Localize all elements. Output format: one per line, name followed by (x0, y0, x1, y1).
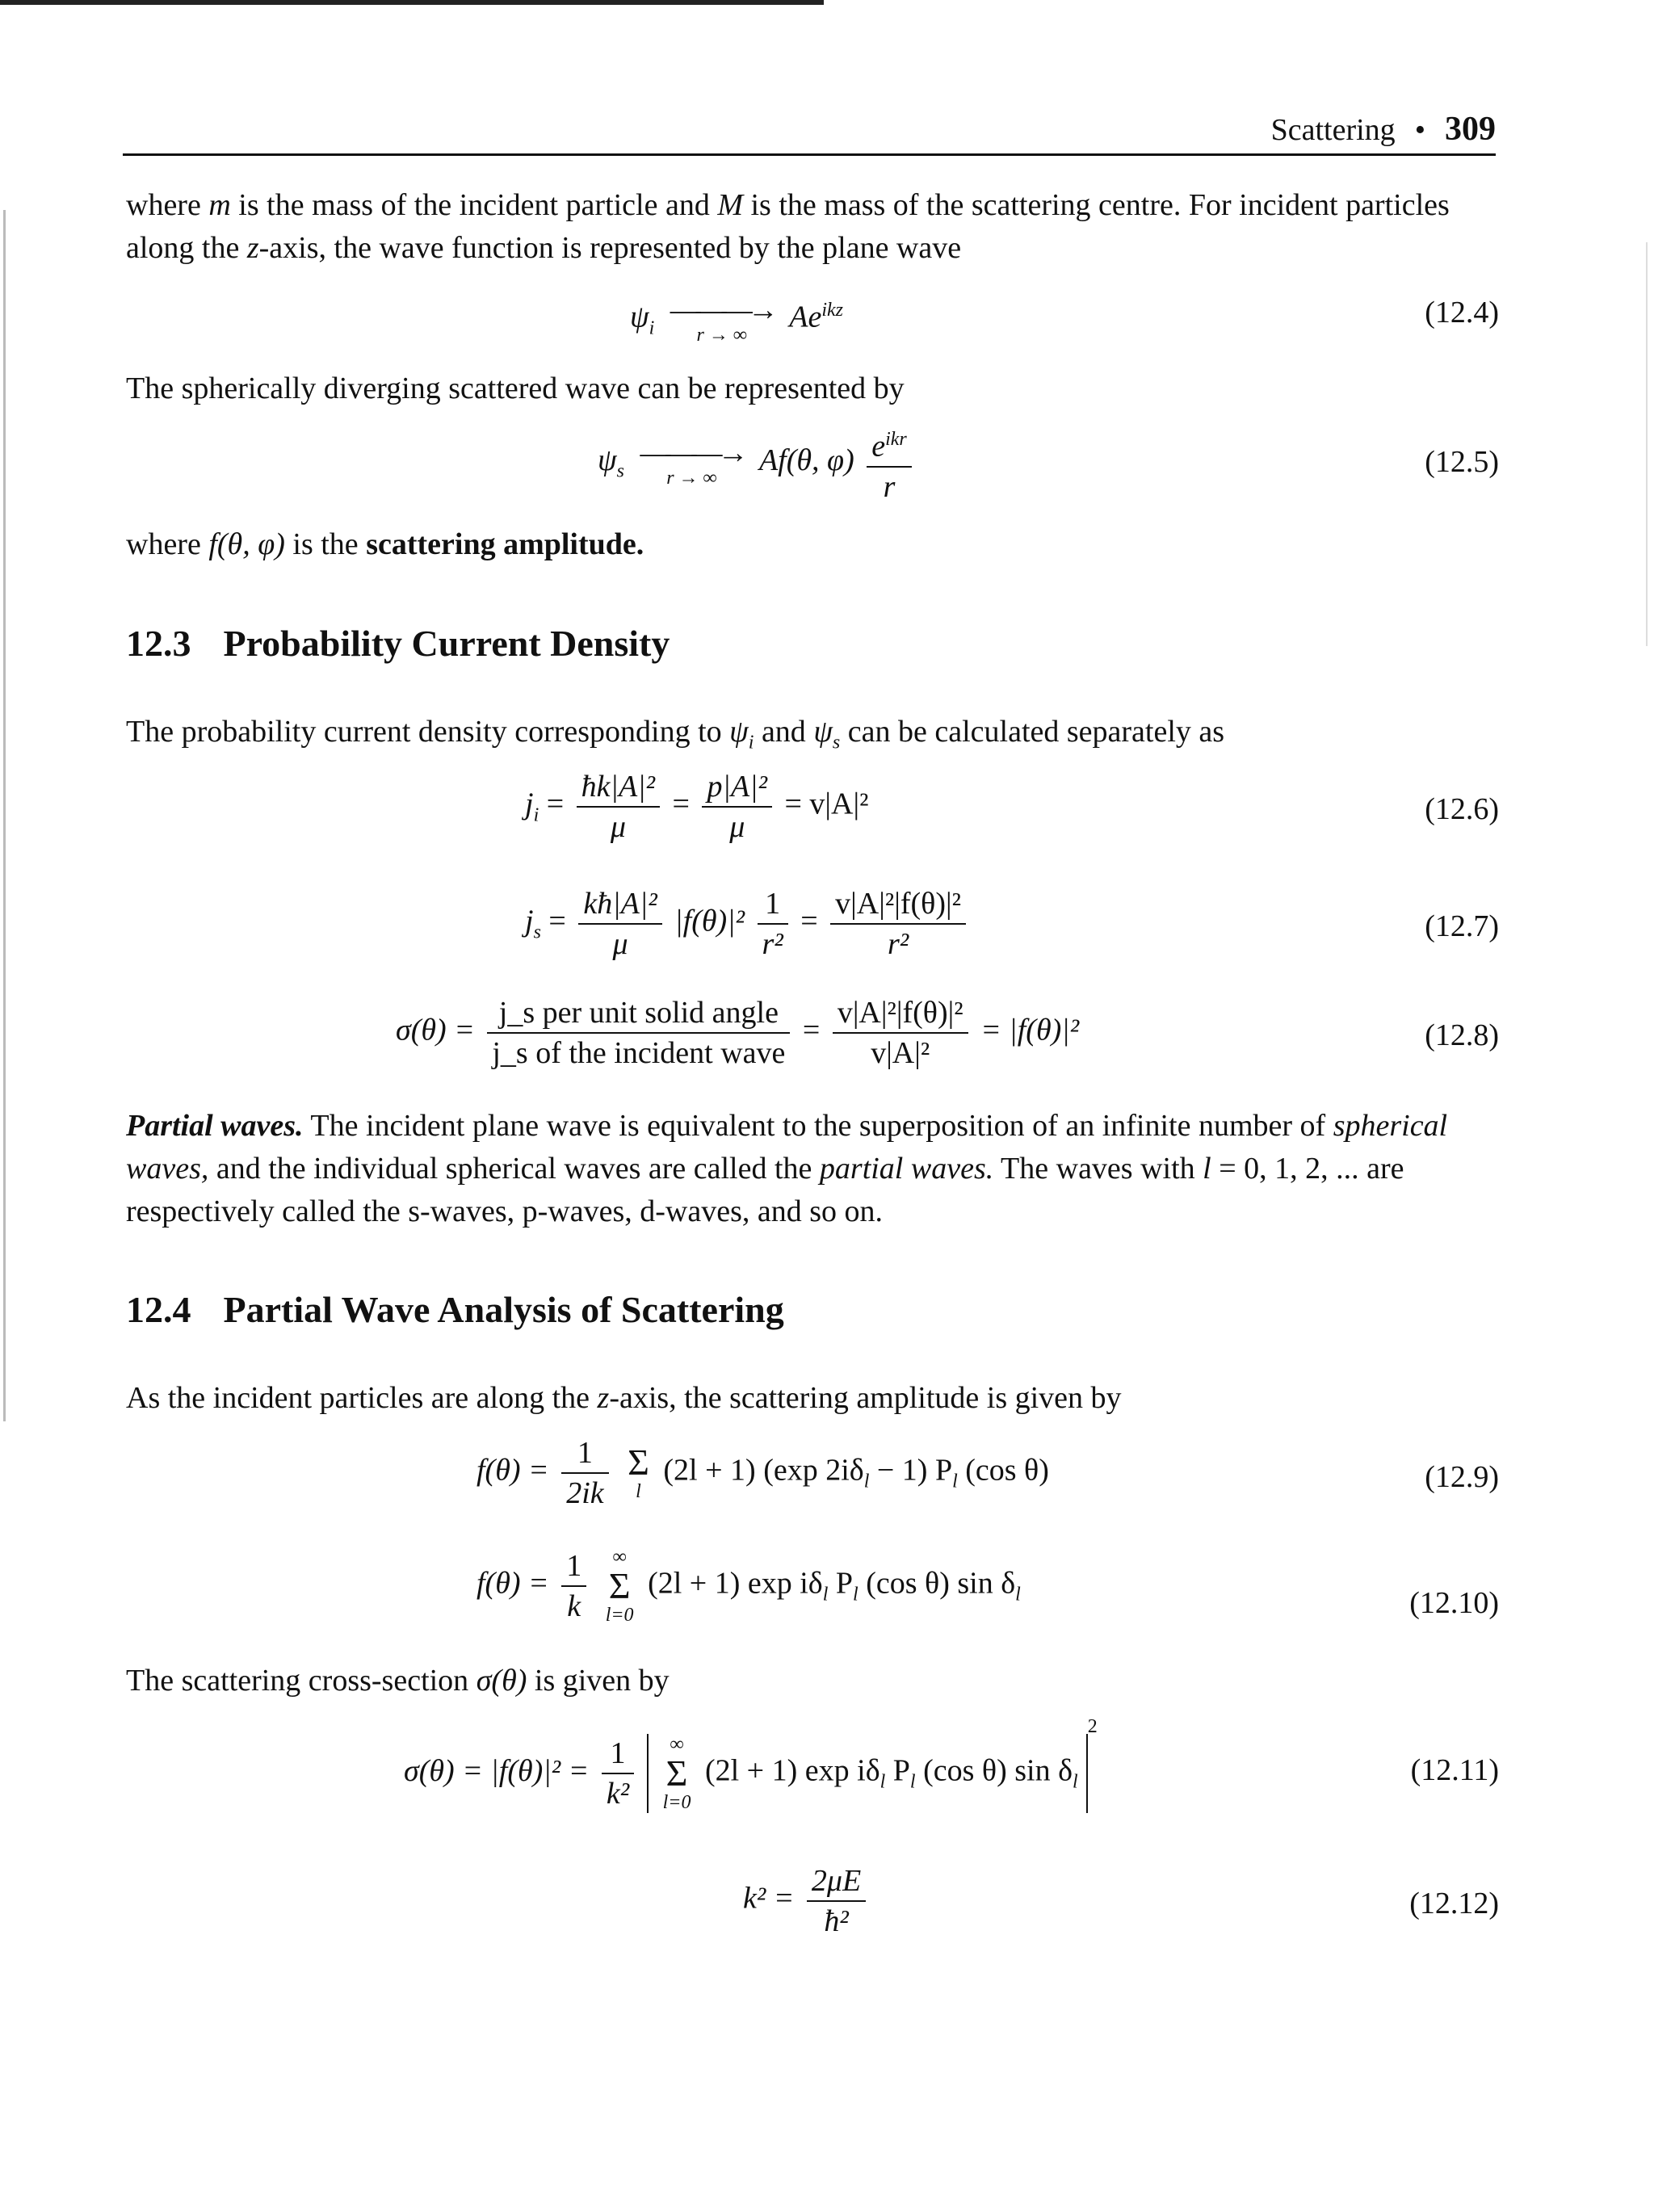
eq-operator: = (539, 787, 572, 821)
page-number: 309 (1445, 111, 1496, 148)
section-number: 12.4 (126, 1289, 191, 1330)
numerator: ħk|A|² (577, 767, 660, 808)
section-title: Probability Current Density (223, 623, 670, 664)
text: is the mass of the incident particle and (230, 188, 718, 222)
text: The probability current density corresponding to (126, 715, 730, 749)
paragraph-cross-section (126, 1660, 1499, 1702)
eq-subscript: i (533, 804, 539, 826)
eq-rhs: Ae (789, 300, 822, 334)
eq-rhs: (cos θ) sin δ (858, 1566, 1016, 1601)
numerator: e (871, 429, 886, 464)
text: The incident plane wave is equivalent to the superposition of an infinite number of (303, 1109, 1333, 1143)
denominator: k (567, 1589, 581, 1623)
text: spherical waves, (126, 1109, 1448, 1186)
limit-arrow: ———→ r → ∞ (670, 293, 774, 346)
text: σ(θ) (476, 1664, 527, 1698)
numerator: 1 (602, 1734, 634, 1774)
eq-subscript: l (1073, 1771, 1078, 1793)
text: where (126, 188, 209, 222)
numerator: kħ|A|² (578, 884, 661, 925)
eq-subscript: l (1015, 1584, 1021, 1605)
denominator: r² (887, 927, 909, 961)
summation (628, 1444, 649, 1502)
limit-label: r → ∞ (666, 468, 717, 489)
section-heading-12-4 (126, 1288, 784, 1331)
equation-number: (12.4) (1425, 296, 1499, 329)
sum-upper-limit: ∞ (612, 1547, 627, 1568)
eq-superscript: ikr (885, 429, 907, 450)
paragraph-amplitude-given (126, 1377, 1499, 1420)
eq-lhs: f(θ) = (476, 1453, 557, 1488)
text: The waves with (993, 1152, 1203, 1186)
text: -axis, the wave function is represented by the plane wave (258, 231, 962, 265)
limit-arrow: ———→ r → ∞ (640, 436, 744, 489)
equation-number: (12.11) (1410, 1753, 1499, 1787)
text: and (754, 715, 814, 749)
fraction (830, 884, 966, 963)
text: The scattering cross-section (126, 1664, 476, 1698)
eq-rhs: = |f(θ)|² (980, 1013, 1080, 1047)
eq-rhs: (2l + 1) exp iδ (704, 1754, 880, 1788)
summation (606, 1547, 634, 1626)
eq-symbol: j (525, 787, 534, 821)
text: and the individual spherical waves are called the (208, 1152, 820, 1186)
eq-subscript: l (952, 1471, 958, 1492)
paragraph-spherical: The spherically diverging scattered wave can be represented by (126, 371, 905, 405)
denominator: μ (612, 927, 628, 961)
numerator: 2μE (807, 1862, 866, 1902)
numerator: 1 (758, 884, 788, 925)
eq-rhs: = v|A|² (784, 787, 869, 821)
eq-rhs: (cos θ) sin δ (915, 1754, 1073, 1788)
eq-symbol: ψ (630, 300, 649, 334)
text: f(θ, φ) (208, 527, 285, 561)
numerator: v|A|²|f(θ)|² (830, 884, 966, 925)
eq-subscript: i (649, 317, 655, 339)
equation-number: (12.8) (1425, 1018, 1499, 1052)
text: partial waves. (819, 1152, 994, 1186)
paragraph-intro (126, 184, 1499, 270)
denominator: μ (610, 810, 626, 844)
equation-number: (12.7) (1425, 909, 1499, 943)
paragraph-amplitude (126, 523, 1499, 566)
denominator: r (883, 469, 896, 504)
fraction (561, 1433, 608, 1513)
paragraph-partial-waves (126, 1105, 1499, 1233)
eq-lhs: σ(θ) = (396, 1013, 483, 1047)
eq-subscript: l (879, 1771, 886, 1793)
section-heading-12-3 (126, 622, 670, 665)
text: ψ (813, 715, 833, 749)
fraction (561, 1547, 586, 1626)
bold-term: scattering amplitude. (366, 527, 644, 561)
eq-subscript: l (822, 1584, 829, 1605)
eq-subscript: s (533, 921, 541, 943)
eq-subscript: l (863, 1471, 870, 1492)
equation-number: (12.6) (1425, 792, 1499, 826)
text: -axis, the scattering amplitude is given by (609, 1381, 1122, 1415)
fraction (577, 767, 660, 846)
denominator: μ (729, 810, 745, 844)
equation-number: (12.5) (1425, 445, 1499, 479)
text: where (126, 527, 209, 561)
denominator: k² (606, 1777, 630, 1811)
denominator: 2ik (566, 1476, 604, 1510)
eq-rhs: − 1) P (869, 1453, 953, 1488)
eq-operator: = (540, 904, 574, 938)
text: = 0, 1, 2, ... are respectively called the s-waves, p-waves, d-waves, and so on. (126, 1152, 1404, 1228)
eq-superscript: ikz (821, 300, 844, 321)
scan-edge (0, 0, 824, 5)
equation-number: (12.12) (1409, 1887, 1499, 1920)
equation-number: (12.10) (1409, 1586, 1499, 1620)
sum-lower-limit: l (636, 1481, 641, 1502)
text: i (748, 732, 754, 753)
equation-number: (12.9) (1425, 1460, 1499, 1494)
text: is the mass of the scattering centre. For incident particles along the (126, 188, 1450, 265)
sum-lower-limit: l=0 (662, 1792, 691, 1814)
numerator: 1 (561, 1547, 586, 1587)
sum-symbol: Σ (628, 1442, 649, 1483)
scan-shadow-right (1646, 242, 1648, 646)
denominator: ħ² (824, 1904, 849, 1938)
numerator: j_s per unit solid angle (487, 993, 790, 1034)
fraction (807, 1862, 866, 1941)
eq-lhs: σ(θ) = |f(θ)|² = (404, 1754, 597, 1788)
text: l (1203, 1152, 1211, 1186)
sum-lower-limit: l=0 (605, 1605, 634, 1626)
numerator: 1 (561, 1433, 608, 1474)
numerator: p|A|² (702, 767, 772, 808)
eq-rhs: (2l + 1) (exp 2iδ (663, 1453, 864, 1488)
eq-symbol: j (525, 904, 534, 938)
run-in-heading: Partial waves. (126, 1109, 304, 1143)
eq-rhs: P (828, 1566, 854, 1601)
fraction (833, 993, 968, 1072)
limit-label: r → ∞ (696, 325, 747, 346)
text: s (832, 732, 841, 753)
text: M (717, 188, 743, 222)
text: is the (284, 527, 367, 561)
denominator: r² (762, 927, 783, 961)
eq-superscript: 2 (1087, 1716, 1098, 1737)
numerator: v|A|²|f(θ)|² (833, 993, 968, 1034)
text: z (597, 1381, 610, 1415)
denominator: j_s of the incident wave (492, 1036, 786, 1070)
eq-symbol: ψ (598, 443, 617, 478)
text: As the incident particles are along the (126, 1381, 598, 1415)
eq-lhs: f(θ) = (476, 1566, 557, 1601)
text: z (246, 231, 259, 265)
running-head (1271, 110, 1496, 149)
fraction (702, 767, 772, 846)
absolute-value (647, 1734, 1088, 1813)
eq-rhs: P (885, 1754, 910, 1788)
fraction (867, 420, 912, 506)
separator-dot: • (1414, 113, 1425, 147)
sum-symbol: Σ (608, 1565, 631, 1606)
summation (663, 1734, 691, 1813)
text: is given by (527, 1664, 670, 1698)
fraction (578, 884, 661, 963)
sum-symbol: Σ (665, 1752, 688, 1794)
text: can be calculated separately as (840, 715, 1225, 749)
eq-rhs: (2l + 1) exp iδ (648, 1566, 823, 1601)
paragraph-current-density (126, 711, 1499, 765)
fraction (758, 884, 788, 963)
denominator: v|A|² (871, 1036, 930, 1070)
eq-term: |f(θ)|² (674, 904, 745, 938)
section-title: Partial Wave Analysis of Scattering (223, 1289, 784, 1330)
scan-shadow-left (3, 210, 6, 1421)
running-head-title: Scattering (1270, 113, 1396, 147)
eq-rhs: (cos θ) (957, 1453, 1049, 1488)
section-number: 12.3 (126, 623, 191, 664)
text: ψ (729, 715, 749, 749)
eq-lhs: k² = (743, 1881, 802, 1916)
sum-upper-limit: ∞ (670, 1734, 684, 1756)
fraction (602, 1734, 634, 1813)
eq-subscript: l (909, 1771, 916, 1793)
text: m (208, 188, 231, 222)
page-header (123, 103, 1496, 156)
eq-subscript: s (616, 460, 624, 482)
fraction (487, 993, 790, 1072)
eq-rhs: Af(θ, φ) (758, 443, 854, 478)
eq-subscript: l (853, 1584, 858, 1605)
